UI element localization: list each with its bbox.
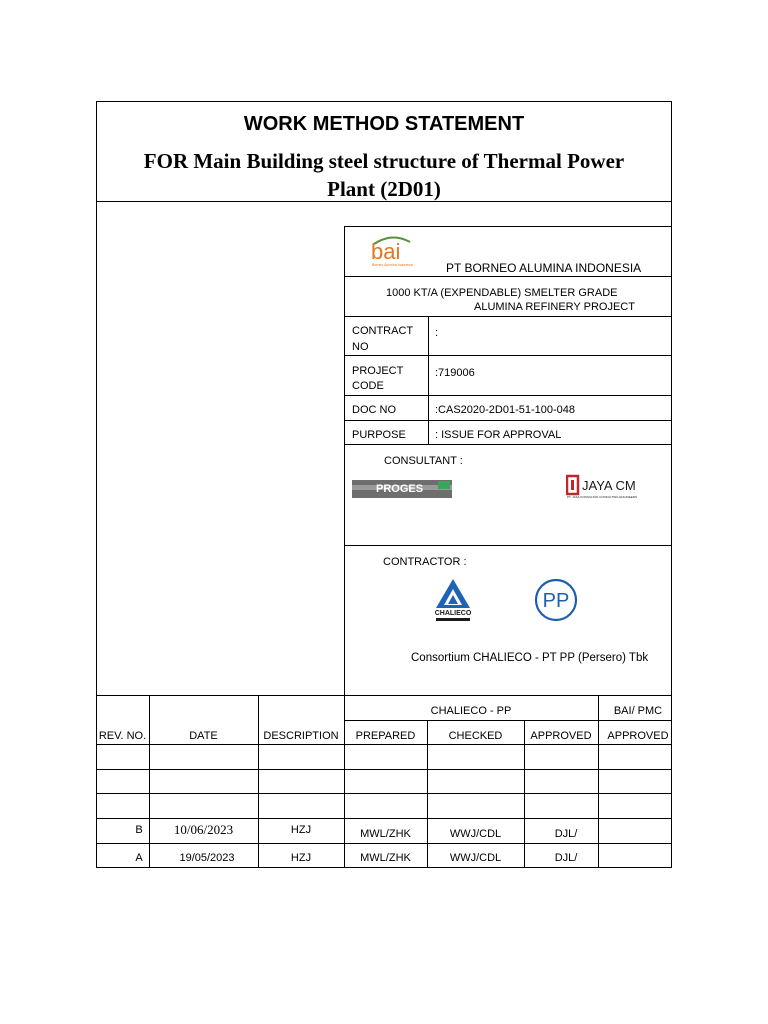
- info-label-divider: [428, 316, 429, 444]
- col-header-checked: CHECKED: [448, 730, 503, 742]
- col-header-prepared: PREPARED: [355, 730, 416, 742]
- row-a-approved: DJL/: [554, 852, 578, 864]
- info-block-left-border: [344, 226, 345, 868]
- project-divider: [344, 316, 672, 317]
- row-a-checked: WWJ/CDL: [449, 852, 502, 864]
- svg-text:JAYA CM: JAYA CM: [582, 478, 636, 493]
- col-header-date: DATE: [189, 730, 218, 742]
- project-line-2: ALUMINA REFINERY PROJECT: [474, 301, 635, 313]
- contractor-name: Consortium CHALIECO - PT PP (Persero) Tbk: [411, 652, 649, 664]
- svg-text:PT. JASA KONSULTAN CONSULTING: PT. JASA KONSULTAN CONSULTING ENGINEERS: [567, 495, 638, 499]
- row-b-approved: DJL/: [554, 828, 578, 840]
- svg-text:CHALIECO: CHALIECO: [434, 610, 472, 617]
- row-a-description: HZJ: [290, 852, 312, 864]
- spacer-divider: [344, 226, 672, 227]
- row-b-prepared: MWL/ZHK: [360, 828, 411, 840]
- contract-value: :: [435, 327, 439, 339]
- contract-label-2: NO: [352, 341, 369, 353]
- document-subtitle-line1: FOR Main Building steel structure of Thermal Power: [143, 149, 625, 173]
- bai-logo: [368, 232, 418, 268]
- document-title: WORK METHOD STATEMENT: [243, 113, 525, 135]
- rev-col-line-4: [524, 720, 525, 868]
- doc-no-value: :CAS2020-2D01-51-100-048: [435, 404, 576, 416]
- pp-logo: [532, 578, 580, 622]
- table-row-divider: [96, 744, 672, 745]
- row-b-date: 10/06/2023: [173, 822, 234, 837]
- project-code-label-1: PROJECT: [352, 365, 404, 377]
- doc-no-divider: [344, 420, 672, 421]
- contractor-divider: [96, 695, 672, 696]
- table-row-divider: [96, 769, 672, 770]
- svg-text:PP: PP: [542, 590, 570, 612]
- contract-divider: [344, 355, 672, 356]
- rev-col-line-3: [427, 720, 428, 868]
- col-header-description: DESCRIPTION: [263, 730, 339, 742]
- doc-no-label: DOC NO: [352, 404, 396, 416]
- purpose-value: : ISSUE FOR APPROVAL: [435, 429, 562, 441]
- row-b-checked: WWJ/CDL: [449, 828, 502, 840]
- header-divider: [96, 201, 672, 202]
- svg-text:bai: bai: [371, 239, 401, 264]
- purpose-label: PURPOSE: [352, 429, 406, 441]
- consultant-divider: [344, 545, 672, 546]
- svg-text:Borneo Alumina Indonesia: Borneo Alumina Indonesia: [372, 263, 413, 267]
- jaya-cm-logo: [566, 474, 642, 500]
- group-header-contractor: CHALIECO - PP: [430, 705, 512, 717]
- consultant-label: CONSULTANT :: [384, 455, 463, 467]
- table-row-divider: [96, 843, 672, 844]
- row-a-date: 19/05/2023: [179, 852, 235, 864]
- row-a-prepared: MWL/ZHK: [360, 852, 411, 864]
- col-header-owner-approved: APPROVED: [607, 730, 669, 742]
- svg-text:PROGES: PROGES: [376, 483, 424, 495]
- chalieco-logo: [432, 578, 474, 622]
- group-header-owner: BAI/ PMC: [613, 705, 663, 717]
- contract-label-1: CONTRACT: [352, 325, 414, 337]
- project-code-value: :719006: [435, 367, 475, 379]
- proges-logo: [352, 480, 452, 498]
- row-b-description: HZJ: [290, 824, 312, 836]
- project-code-divider: [344, 395, 672, 396]
- col-header-approved: APPROVED: [530, 730, 592, 742]
- table-row-divider: [96, 818, 672, 819]
- table-row-divider: [96, 793, 672, 794]
- client-name: PT BORNEO ALUMINA INDONESIA: [446, 261, 642, 275]
- purpose-divider: [344, 444, 672, 445]
- row-a-rev: A: [135, 852, 143, 864]
- contractor-label: CONTRACTOR :: [383, 556, 467, 568]
- col-header-rev: REV. NO.: [98, 730, 147, 742]
- project-code-label-2: CODE: [352, 380, 384, 392]
- project-line-1: 1000 KT/A (EXPENDABLE) SMELTER GRADE: [386, 287, 618, 299]
- group-header-divider: [344, 720, 672, 721]
- row-b-rev: B: [135, 824, 143, 836]
- document-subtitle-line2: Plant (2D01): [327, 177, 441, 201]
- client-divider: [344, 276, 672, 277]
